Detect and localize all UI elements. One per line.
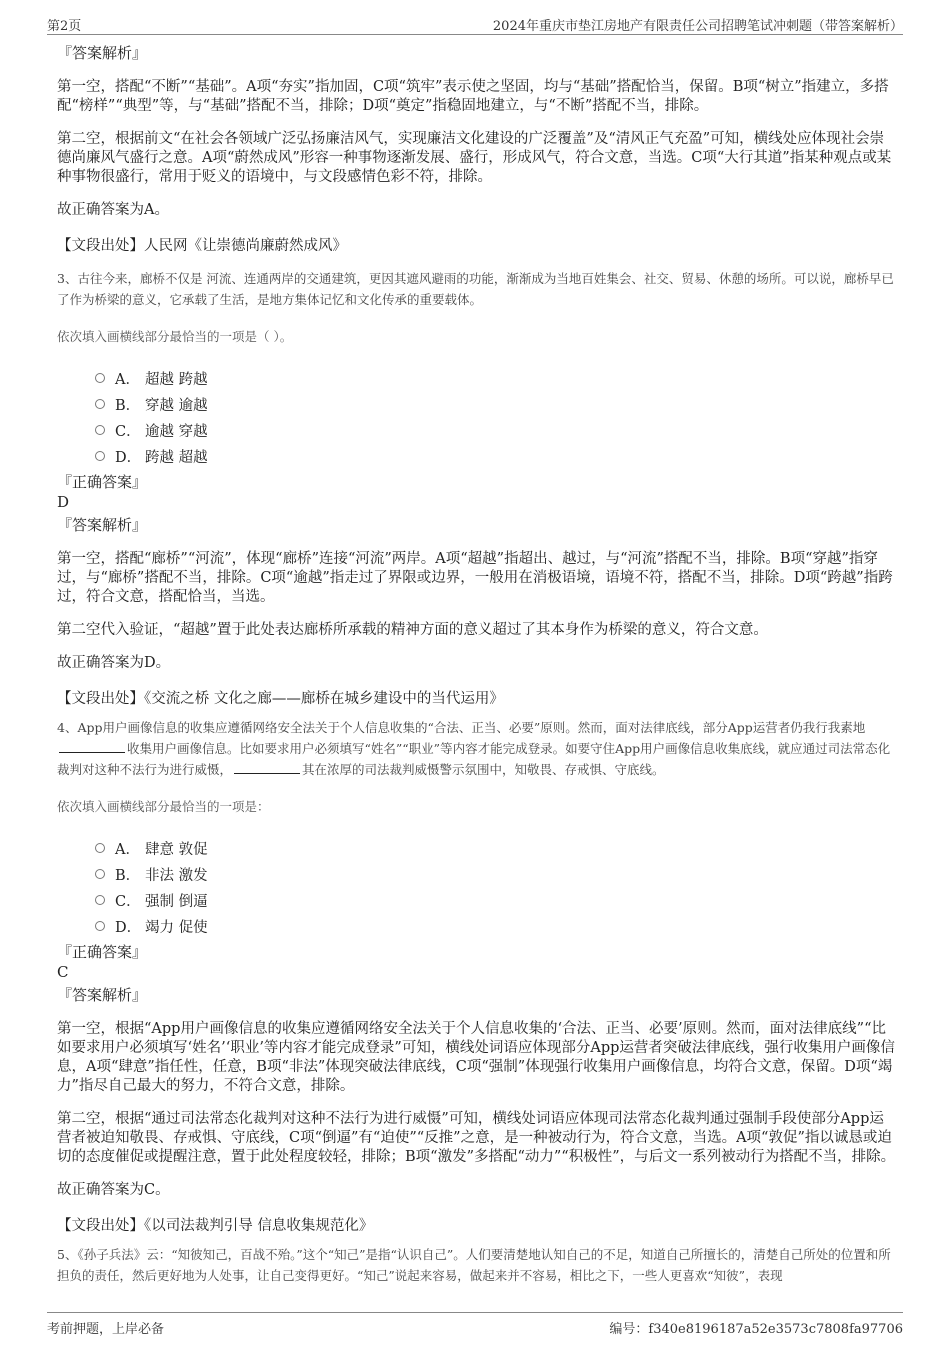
option-text: 超越 跨越 — [145, 371, 208, 388]
radio-icon[interactable] — [95, 843, 105, 853]
fill-blank — [59, 740, 125, 753]
footer-slogan: 考前押题，上岸必备 — [47, 1322, 165, 1337]
analysis-paragraph: 第一空，搭配“不断”“基础”。A项“夯实”指加固，C项“筑牢”表示使之坚固，均与“基础”搭配恰当，保留。B项“树立”指建立，多搭配“榜样”“典型”等，与“基础”搭配不当，排除；D项“奠定”指稳固地建立，与“不断”搭配不当，排除。 — [57, 79, 889, 114]
option-text: 逾越 穿越 — [145, 423, 208, 440]
answer-conclusion: 故正确答案为C。 — [57, 1182, 170, 1198]
option-text: 跨越 超越 — [145, 449, 208, 466]
question-4-options — [95, 835, 897, 939]
analysis-label: 『答案解析』 — [57, 44, 148, 62]
radio-icon[interactable] — [95, 373, 105, 383]
question-4-text-part: 4、App用户画像信息的收集应遵循网络安全法关于个人信息收集的“合法、正当、必要”原则。然而，面对法律底线，部分App运营者仍我行我素地 — [57, 720, 866, 735]
radio-icon[interactable] — [95, 869, 105, 879]
analysis-paragraph: 第一空，根据“App用户画像信息的收集应遵循网络安全法关于个人信息收集的‘合法、正当、必要’原则。然而，面对法律底线”“比如要求用户必须填写‘姓名’‘职业’等内容才能完成登录”可知，横线处词语应体现部分App运营者突破法律底线，强行收集用户画像信息，A项“肆意”指任性，任意，B项“非法”体现突破法律底线，C项“强制”体现强行收集用户画像信息，均符合文意，保留。D项“竭力”指尽自己最大的努力，不符合文意，排除。 — [57, 1021, 895, 1094]
option-key: A． — [115, 841, 140, 858]
fill-blank — [234, 761, 300, 774]
option-c[interactable] — [95, 887, 897, 913]
option-c[interactable] — [95, 417, 897, 443]
correct-answer: C — [57, 963, 69, 981]
option-d[interactable] — [95, 913, 897, 939]
option-text: 非法 激发 — [145, 867, 208, 884]
option-key: D． — [115, 919, 142, 936]
page-content — [57, 42, 897, 1286]
question-5-text: 5、《孙子兵法》云：“知彼知己，百战不殆。”这个“知己”是指“认识自己”。人们要清楚地认知自己的不足，知道自己所擅长的，清楚自己所处的位置和所担负的责任，然后更好地为人处事，让自己变得更好。“知己”说起来容易，做起来并不容易，相比之下，一些人更喜欢“知彼”，表现 — [57, 1247, 891, 1283]
option-a[interactable] — [95, 835, 897, 861]
question-3-text: 3、古往今来，廊桥不仅是 河流、连通两岸的交通建筑，更因其遮风避雨的功能，渐渐成为当地百姓集会、社交、贸易、休憩的场所。可以说，廊桥早已 了作为桥梁的意义，它承载了生活，是地方集体记忆和文化传承的重要载体。 — [57, 271, 894, 307]
document-title: 2024年重庆市垫江房地产有限责任公司招聘笔试冲刺题（带答案解析） — [492, 19, 903, 34]
option-key: D． — [115, 449, 142, 466]
analysis-label: 『答案解析』 — [57, 516, 148, 534]
radio-icon[interactable] — [95, 451, 105, 461]
option-key: C． — [115, 893, 141, 910]
option-key: B． — [115, 867, 141, 884]
page-footer — [47, 1312, 903, 1335]
option-a[interactable] — [95, 365, 897, 391]
question-4-prompt: 依次填入画横线部分最恰当的一项是： — [57, 799, 270, 814]
correct-answer-label: 『正确答案』 — [57, 943, 148, 961]
analysis-paragraph: 第二空，根据“通过司法常态化裁判对这种不法行为进行威慑”可知，横线处词语应体现司法常态化裁判通过强制手段使部分App运营者被迫知敬畏、存戒惧、守底线，C项“倒逼”有“迫使”“反推”之意，是一种被动行为，符合文意，当选。A项“敦促”指以诚恳或迫切的态度催促或提醒注意，置于此处程度较轻，排除；B项“激发”多搭配“动力”“积极性”，与后文一系列被动行为搭配不当，排除。 — [57, 1111, 896, 1165]
option-key: A． — [115, 371, 140, 388]
source-citation: 【文段出处】人民网《让崇德尚廉蔚然成风》 — [57, 238, 347, 254]
question-4-text-part: 收集用户画像信息。比如要求用户必须填写“姓名”“职业”等内容才能完成登录。如要守住App用户画像信息收集底线，就应通过司法常态化裁判对这种不法行为进行威慑， — [57, 741, 891, 777]
radio-icon[interactable] — [95, 399, 105, 409]
answer-conclusion: 故正确答案为A。 — [57, 202, 169, 218]
page-header — [47, 12, 903, 35]
option-key: B． — [115, 397, 141, 414]
source-citation: 【文段出处】《以司法裁判引导 信息收集规范化》 — [57, 1218, 374, 1234]
option-text: 穿越 逾越 — [145, 397, 208, 414]
analysis-paragraph: 第一空，搭配“廊桥”“河流”，体现“廊桥”连接“河流”两岸。A项“超越”指超出、越过，与“河流”搭配不当，排除。B项“穿越”指穿过，与“廊桥”搭配不当，排除。C项“逾越”指走过了界限或边界，一般用在消极语境，语境不符，搭配不当，排除。D项“跨越”指跨过，符合文意，搭配恰当，当选。 — [57, 551, 893, 605]
radio-icon[interactable] — [95, 921, 105, 931]
document-id: 编号：f340e8196187a52e3573c7808fa97706 — [609, 1322, 903, 1337]
option-b[interactable] — [95, 861, 897, 887]
option-text: 竭力 促使 — [145, 919, 208, 936]
correct-answer: D — [57, 493, 70, 511]
page-number: 第2页 — [47, 19, 82, 34]
analysis-label: 『答案解析』 — [57, 986, 148, 1004]
question-3-options — [95, 365, 897, 469]
answer-conclusion: 故正确答案为D。 — [57, 655, 171, 671]
option-d[interactable] — [95, 443, 897, 469]
option-key: C． — [115, 423, 141, 440]
source-citation: 【文段出处】《交流之桥 文化之廊——廊桥在城乡建设中的当代运用》 — [57, 691, 504, 707]
question-4-text-part: 其在浓厚的司法裁判威慑警示氛围中，知敬畏、存戒惧、守底线。 — [302, 762, 665, 777]
question-4-text — [57, 717, 897, 780]
analysis-paragraph: 第二空，根据前文“在社会各领域广泛弘扬廉洁风气，实现廉洁文化建设的广泛覆盖”及“清风正气充盈”可知，横线处应体现社会崇德尚廉风气盛行之意。A项“蔚然成风”形容一种事物逐渐发展、盛行，形成风气，符合文意，当选。C项“大行其道”指某种观点或某种事物很盛行，常用于贬义的语境中，与文段感情色彩不符，排除。 — [57, 131, 892, 185]
correct-answer-label: 『正确答案』 — [57, 473, 148, 491]
option-text: 肆意 敦促 — [145, 841, 208, 858]
option-text: 强制 倒逼 — [145, 893, 208, 910]
question-3-prompt: 依次填入画横线部分最恰当的一项是（ ）。 — [57, 329, 293, 344]
option-b[interactable] — [95, 391, 897, 417]
radio-icon[interactable] — [95, 895, 105, 905]
radio-icon[interactable] — [95, 425, 105, 435]
analysis-paragraph: 第二空代入验证，“超越”置于此处表达廊桥所承载的精神方面的意义超过了其本身作为桥梁的意义，符合文意。 — [57, 622, 768, 638]
